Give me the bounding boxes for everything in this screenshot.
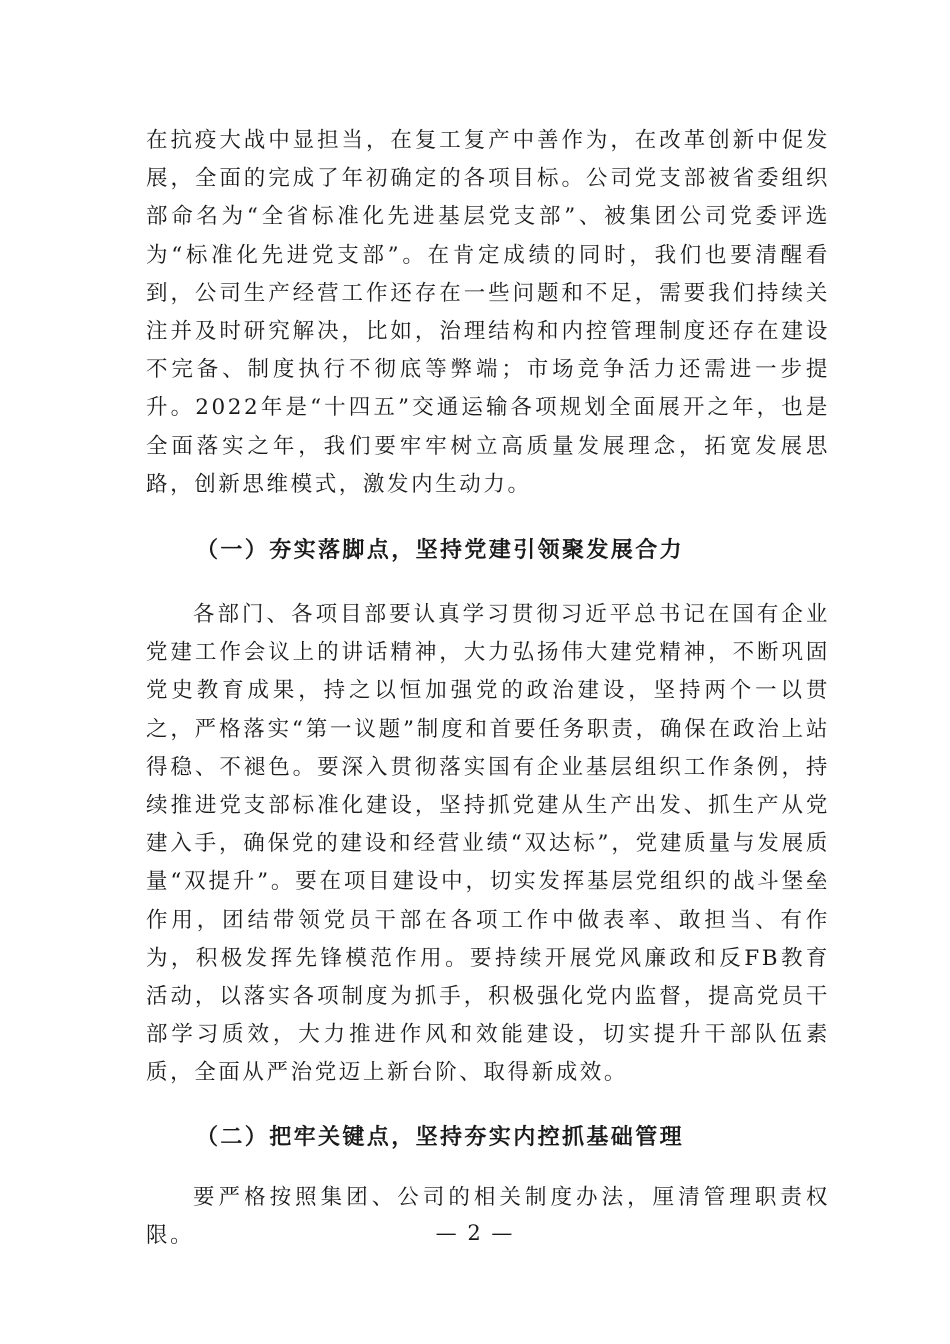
section-heading-1: （一）夯实落脚点，坚持党建引领聚发展合力 — [196, 538, 685, 564]
body-paragraph-3: 要严格按照集团、公司的相关制度办法，厘清管理职责权限。 — [146, 1184, 830, 1248]
page-number: — 2 — — [435, 1221, 515, 1245]
body-paragraph-1: 在抗疫大战中显担当，在复工复产中善作为，在改革创新中促发展，全面的完成了年初确定的各项目标。公司党支部被省委组织部命名为“全省标准化先进基层党支部”、被集团公司党委评选为“标准化先进党支部”。在肯定成绩的同时，我们也要清醒看到，公司生产经营工作还存在一些问题和不足，需要我们持续关注并及时研究解决，比如，治理结构和内控管理制度还存在建设不完备、制度执行不彻底等弊端；市场竞争活力还需进一步提升。2022年是“十四五”交通运输各项规划全面展开之年，也是全面落实之年，我们要牢牢树立高质量发展理念，拓宽发展思路，创新思维模式，激发内生动力。 — [146, 128, 830, 497]
section-heading-2: （二）把牢关键点，坚持夯实内控抓基础管理 — [196, 1124, 685, 1150]
document-page — [146, 122, 830, 1255]
body-paragraph-2: 各部门、各项目部要认真学习贯彻习近平总书记在国有企业党建工作会议上的讲话精神，大力弘扬伟大建党精神，不断巩固党史教育成果，持之以恒加强党的政治建设，坚持两个一以贯之，严格落实“第一议题”制度和首要任务职责，确保在政治上站得稳、不褪色。要深入贯彻落实国有企业基层组织工作条例，持续推进党支部标准化建设，坚持抓党建从生产出发、抓生产从党建入手，确保党的建设和经营业绩“双达标”，党建质量与发展质量“双提升”。要在项目建设中，切实发挥基层党组织的战斗堡垒作用，团结带领党员干部在各项工作中做表率、敢担当、有作为，积极发挥先锋模范作用。要持续开展党风廉政和反FB教育活动，以落实各项制度为抓手，积极强化党内监督，提高党员干部学习质效，大力推进作风和效能建设，切实提升干部队伍素质，全面从严治党迈上新台阶、取得新成效。 — [146, 602, 830, 1086]
